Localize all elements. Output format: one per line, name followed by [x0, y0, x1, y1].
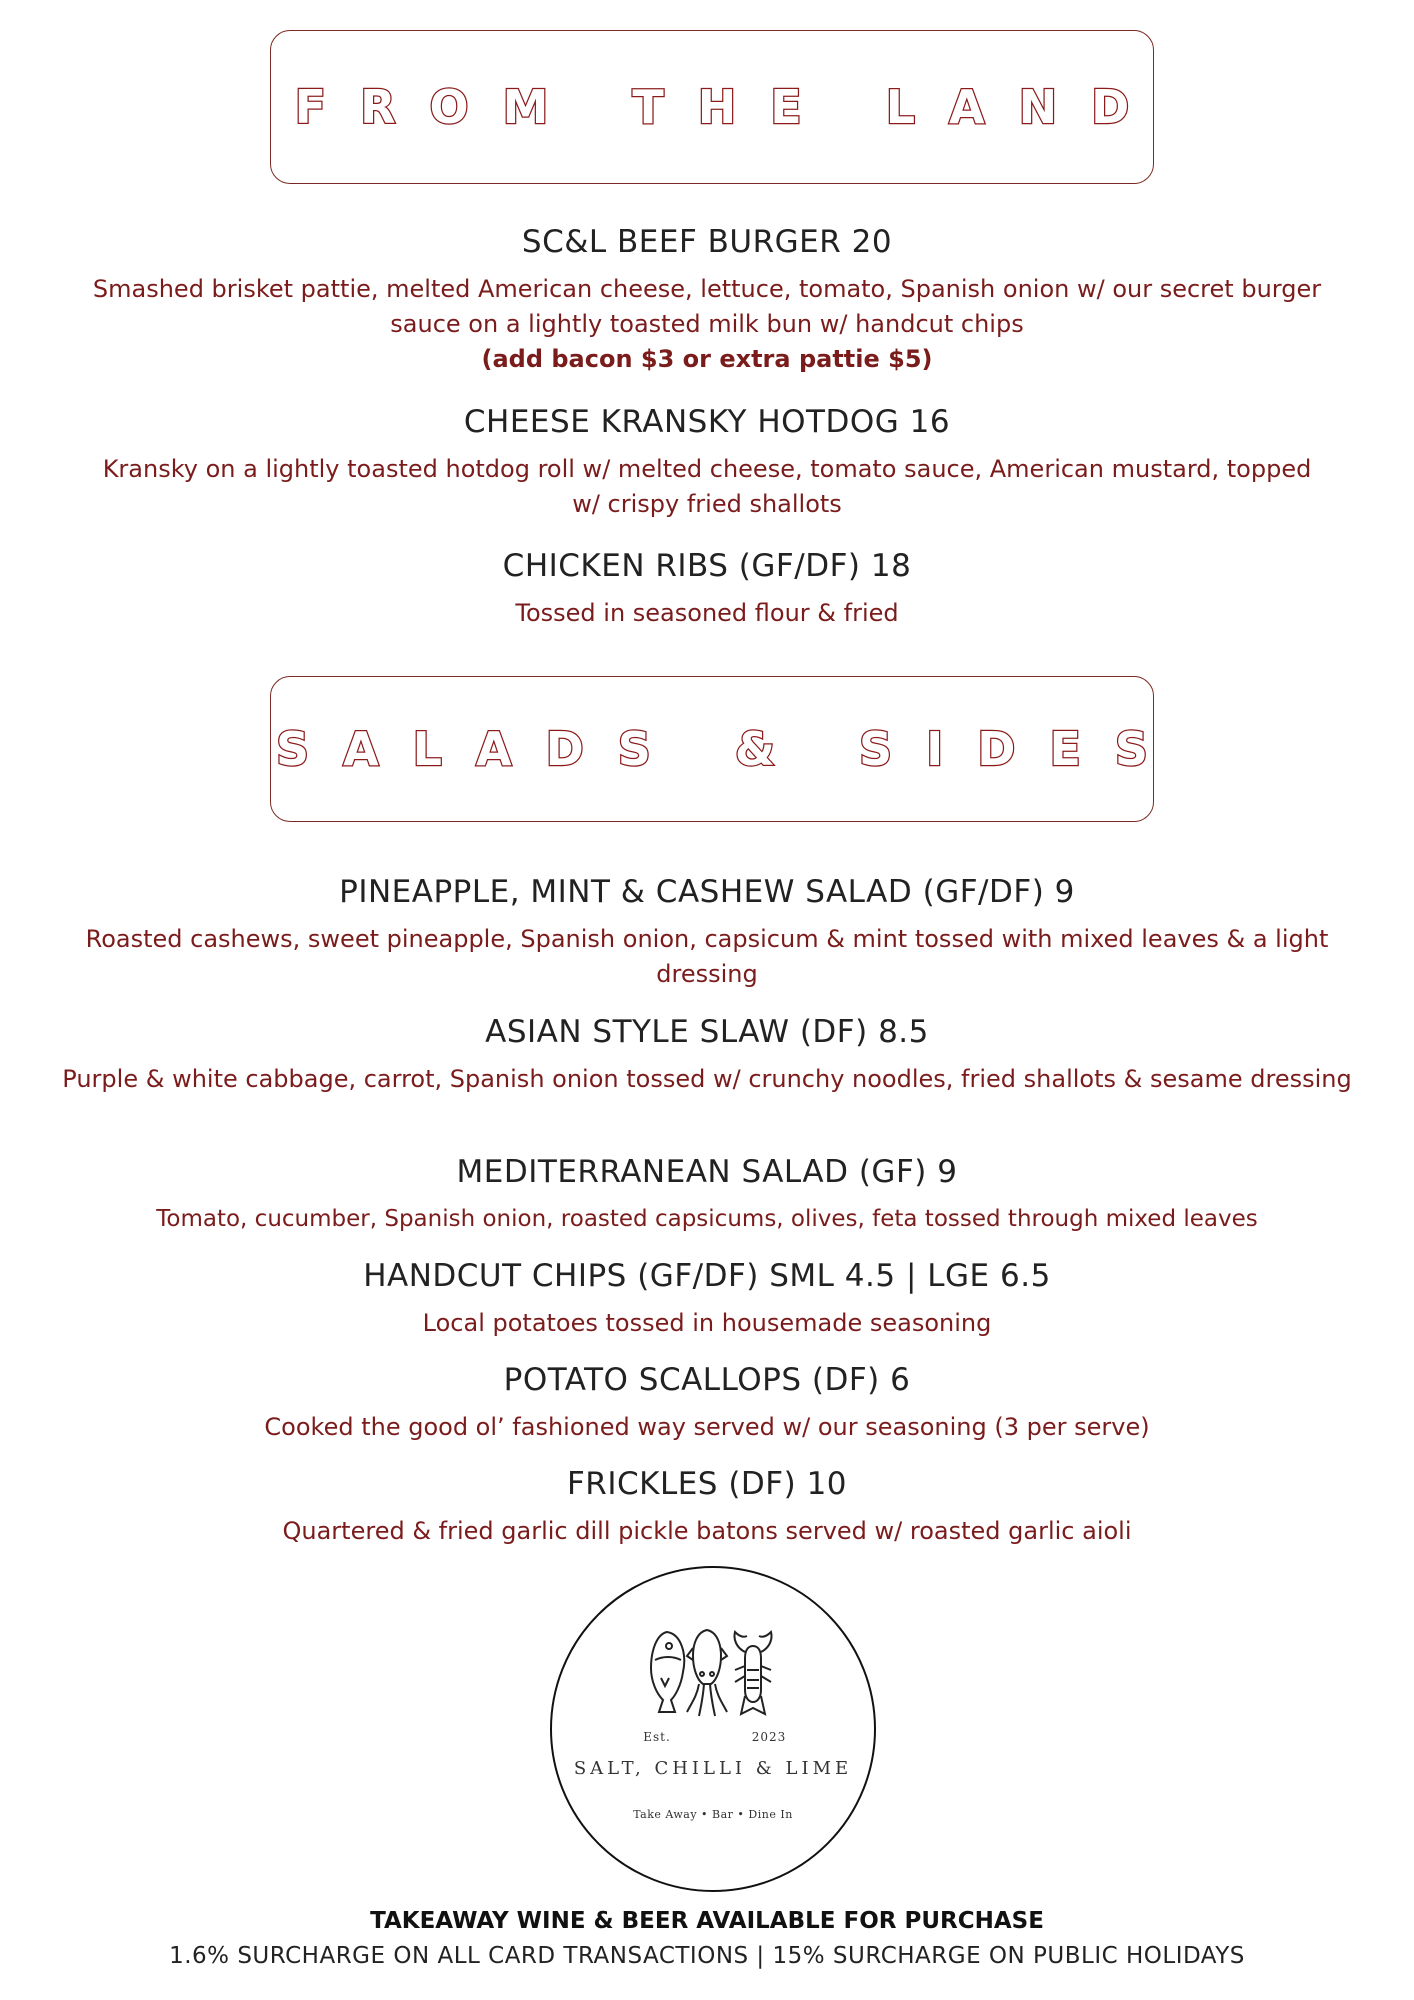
item-description: Kransky on a lightly toasted hotdog roll w/ melted cheese, tomato sauce, American mustard, topped w/ crispy fried shallots [102, 455, 1312, 518]
item-title: MEDITERRANEAN SALAD (GF) 9 [456, 1154, 958, 1190]
takeaway-notice: TAKEAWAY WINE & BEER AVAILABLE FOR PURCHASE [370, 1908, 1044, 1934]
section-title-land: FROM THE LAND [294, 80, 1164, 134]
item-title: CHICKEN RIBS (GF/DF) 18 [502, 548, 912, 584]
logo-year: 2023 [751, 1730, 787, 1744]
menu-item [0, 1360, 1414, 1445]
restaurant-logo [550, 1566, 876, 1892]
section-header-land [270, 30, 1164, 184]
surcharge-notice: 1.6% SURCHARGE ON ALL CARD TRANSACTIONS | 15% SURCHARGE ON PUBLIC HOLIDAYS [169, 1943, 1245, 1969]
section-header-salads [270, 676, 1183, 822]
menu-item [0, 1256, 1414, 1341]
menu-item [0, 872, 1414, 992]
menu-item [0, 1152, 1414, 1237]
item-description: Quartered & fried garlic dill pickle batons served w/ roasted garlic aioli [282, 1517, 1132, 1545]
menu-item [0, 546, 1414, 631]
item-title: ASIAN STYLE SLAW (DF) 8.5 [485, 1014, 929, 1050]
item-description: Smashed brisket pattie, melted American cheese, lettuce, tomato, Spanish onion w/ our secret burger sauce on a lightly toasted milk bun w/ handcut chips [92, 275, 1322, 338]
logo-tagline: Take Away • Bar • Dine In [633, 1808, 793, 1821]
menu-item [0, 1012, 1414, 1097]
item-title: HANDCUT CHIPS (GF/DF) SML 4.5 | LGE 6.5 [363, 1258, 1051, 1294]
item-title: CHEESE KRANSKY HOTDOG 16 [463, 404, 951, 440]
logo-established-label: Est. [643, 1730, 671, 1744]
item-description: Tossed in seasoned flour & fried [515, 599, 899, 627]
item-title: PINEAPPLE, MINT & CASHEW SALAD (GF/DF) 9 [339, 874, 1075, 910]
lobster-icon [734, 1632, 771, 1714]
item-note: (add bacon $3 or extra pattie $5) [481, 345, 933, 373]
section-title-salads: SALADS & SIDES [275, 722, 1183, 776]
menu-item [0, 402, 1414, 522]
item-description: Cooked the good ol’ fashioned way served w/ our seasoning (3 per serve) [264, 1413, 1150, 1441]
item-title: POTATO SCALLOPS (DF) 6 [503, 1362, 911, 1398]
menu-item [0, 1464, 1414, 1549]
item-description: Tomato, cucumber, Spanish onion, roasted capsicums, olives, feta tossed through mixed leaves [156, 1206, 1258, 1232]
item-description: Local potatoes tossed in housemade seasoning [422, 1309, 992, 1337]
fish-icon [651, 1632, 684, 1712]
item-description: Roasted cashews, sweet pineapple, Spanish onion, capsicum & mint tossed with mixed leaves & a light dressing [85, 925, 1329, 988]
squid-icon [687, 1630, 727, 1716]
menu-item [0, 222, 1414, 377]
logo-name: SALT, CHILLI & LIME [573, 1758, 853, 1779]
seafood-icons [645, 1626, 785, 1722]
item-title: FRICKLES (DF) 10 [566, 1466, 848, 1502]
item-description: Purple & white cabbage, carrot, Spanish onion tossed w/ crunchy noodles, fried shallots & sesame dressing [62, 1065, 1352, 1093]
item-title: SC&L BEEF BURGER 20 [521, 224, 893, 260]
